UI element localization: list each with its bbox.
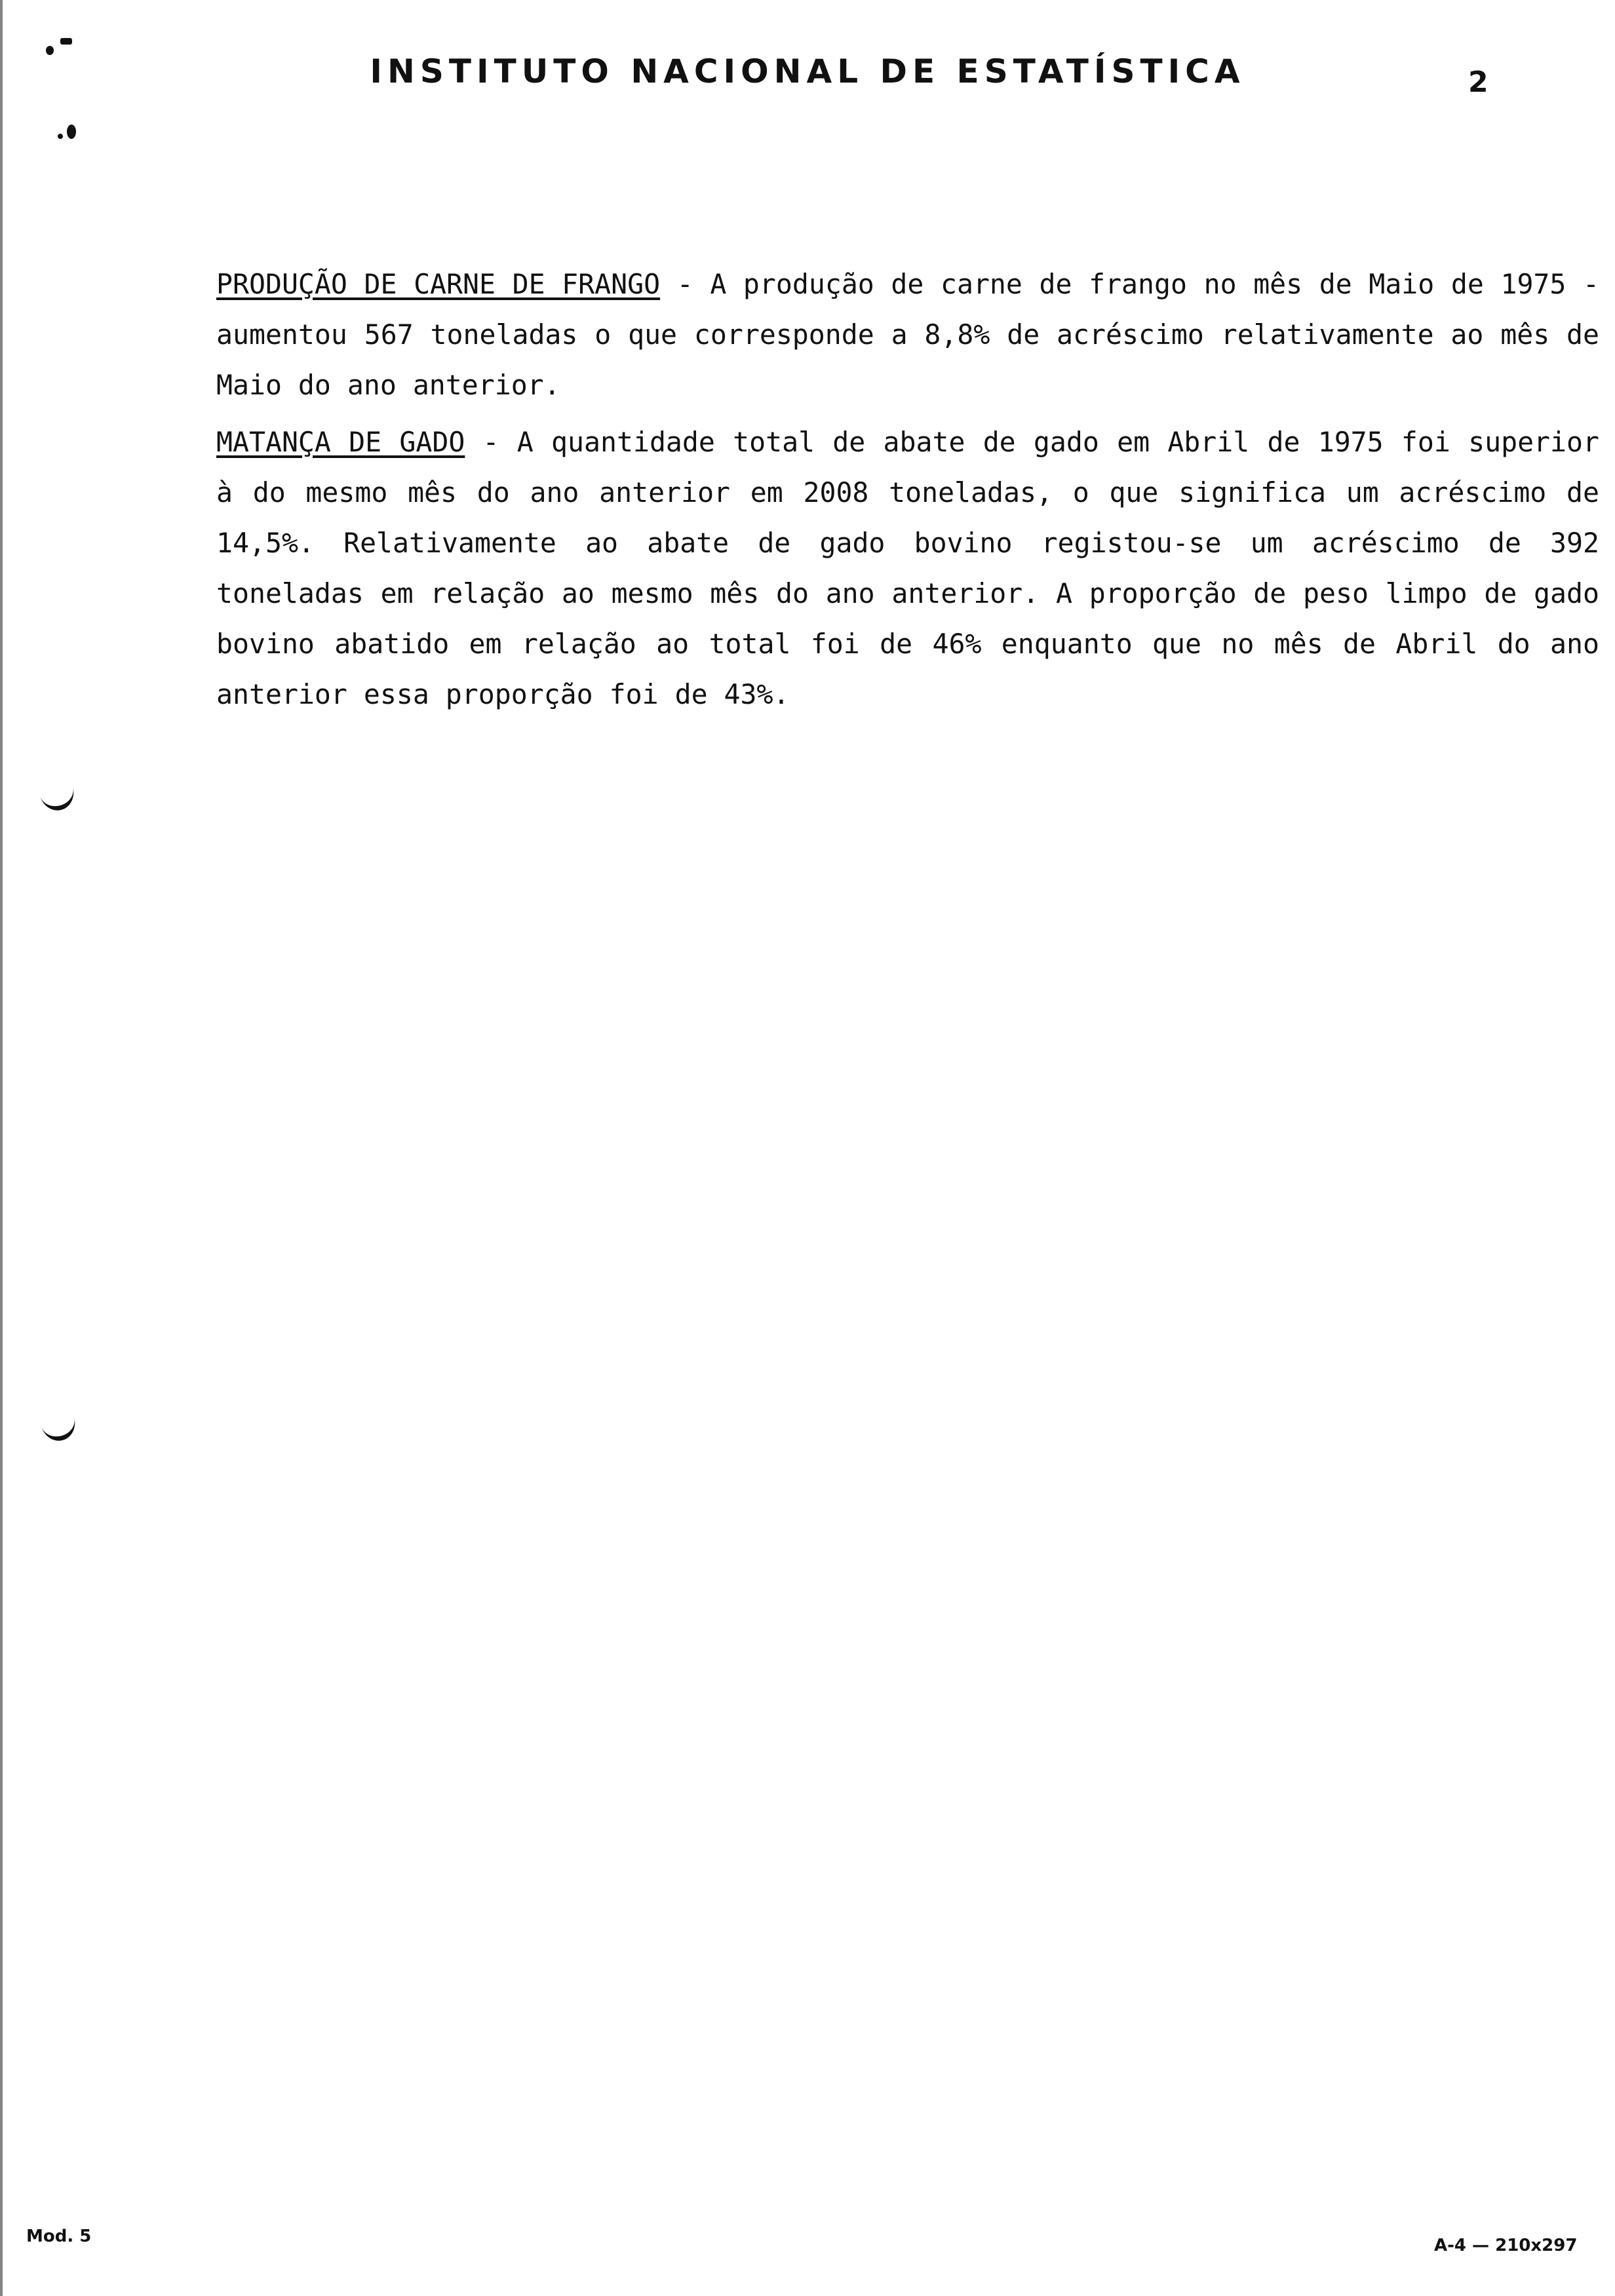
punch-hole-mark [35,768,77,814]
page-number: 2 [1468,66,1489,99]
form-size-label: A-4 — 210x297 [1434,2236,1578,2255]
section-heading: MATANÇA DE GADO [216,426,465,458]
paragraph-cattle-slaughter [216,417,1599,719]
document-body [216,259,1599,726]
institution-header: INSTITUTO NACIONAL DE ESTATÍSTICA [370,52,1245,90]
section-body: - A produção de carne de frango no mês de Maio de 1975 - aumentou 567 toneladas o que corresponde a 8,8% de acréscimo relativamente ao mês de Maio do ano anterior. [216,268,1599,401]
form-model-label: Mod. 5 [26,2227,92,2246]
ink-mark [67,124,76,139]
section-body: - A quantidade total de abate de gado em Abril de 1975 foi superior à do mesmo mês do ano anterior em 2008 toneladas, o que significa um acréscimo de 14,5%. Relativamente ao abate de gado bovino registou-se um acréscimo de 392 toneladas em relação ao mesmo mês do ano anterior. A proporção de peso limpo de gado bovino abatido em relação ao total foi de 46% enquanto que no mês de Abril do ano anterior essa proporção foi de 43%. [216,426,1599,710]
section-heading: PRODUÇÃO DE CARNE DE FRANGO [216,268,661,300]
paragraph-poultry-production [216,259,1599,410]
page-left-edge [0,0,3,2296]
punch-hole-mark [36,1398,79,1444]
ink-mark [58,134,63,139]
ink-mark [60,38,72,45]
